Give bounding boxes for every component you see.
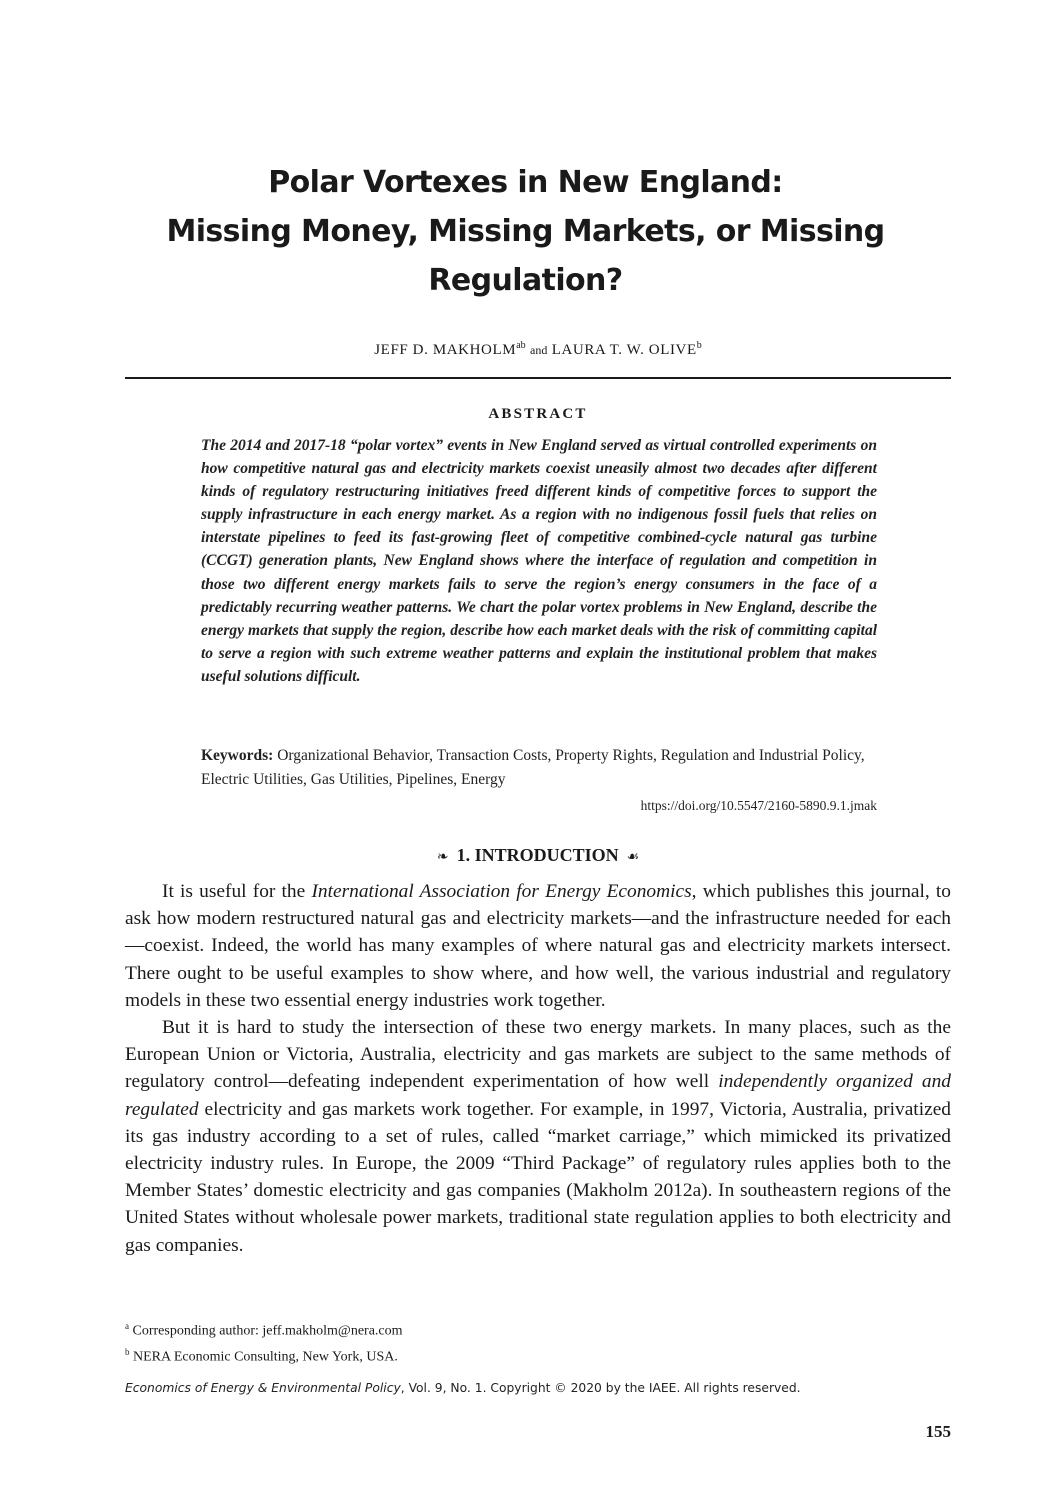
abstract-heading: ABSTRACT: [488, 406, 588, 422]
ornament-right-icon: ☙: [626, 850, 640, 865]
title-line-1: Polar Vortexes in New England:: [268, 165, 783, 200]
paragraph-1-end: , which publishes this journal, to ask how modern restructured natural gas and electricity markets—and the infrastructure needed for each—coexist. Indeed, the world has many examples of where natural gas and electricity markets intersect. There ought to be useful examples to show where, and how well, the various industrial and regulatory models in these two essential energy industries work together.: [125, 881, 952, 1011]
abstract-text: The 2014 and 2017-18 “polar vortex” events in New England served as virtual controlled experiments on how competitive natural gas and electricity markets coexist uneasily almost two decades after different kinds of regulatory restructuring initiatives freed different kinds of competitive forces to support the supply infrastructure in each energy market. As a region with no indigenous fossil fuels that relies on interstate pipelines to feed its fast-growing fleet of competitive combined-cycle natural gas turbine (CCGT) generation plants, New England shows where the interface of regulation and competition in those two different energy markets fails to serve the region’s energy consumers in the face of a predictably recurring weather patterns. We chart the polar vortex problems in New England, describe the energy markets that supply the region, describe how each market deals with the risk of committing capital to serve a region with such extreme weather patterns and explain the institutional problem that makes useful solutions difficult.: [201, 437, 877, 685]
paragraph-2: [125, 1014, 951, 1259]
author-1-name: JEFF D. MAKHOLM: [374, 342, 517, 358]
section-title: 1. INTRODUCTION: [456, 845, 619, 865]
footnote-a-mark: a: [125, 1321, 129, 1331]
author-2-affiliation: b: [696, 340, 702, 351]
footnote-b: [125, 1342, 951, 1368]
title-line-2: Missing Money, Missing Markets, or Missing: [166, 214, 885, 249]
paragraph-2-italic: independently organized and regulated: [125, 1071, 951, 1120]
paragraph-1-italic: International Association for Energy Economics: [311, 881, 692, 902]
paragraph-2-start: But it is hard to study the intersection of these two energy markets. In many places, such as the European Union or Victoria, Australia, electricity and gas markets are subject to the same methods of regulatory control—defeating independent experimentation of how well: [125, 1017, 951, 1093]
footnote-b-mark: b: [125, 1346, 130, 1357]
journal-name: Economics of Energy & Environmental Policy: [125, 1381, 401, 1395]
page-number: 155: [925, 1422, 951, 1441]
author-1-affiliation: ab: [516, 340, 526, 351]
author-2-name: LAURA T. W. OLIVE: [551, 342, 697, 358]
section-heading: [125, 845, 951, 866]
journal-citation: [125, 1381, 951, 1395]
ornament-left-icon: ❧: [436, 850, 449, 865]
doi-link[interactable]: https://doi.org/10.5547/2160-5890.9.1.jmak: [640, 798, 877, 813]
body-text: [125, 878, 951, 1259]
keywords-label: Keywords:: [201, 747, 274, 764]
footnotes: [125, 1316, 951, 1367]
author-conjunction: and: [530, 343, 548, 357]
article-title: [140, 158, 911, 305]
paragraph-1: [125, 878, 951, 1014]
footnote-a: [125, 1316, 951, 1342]
keywords: [201, 744, 877, 791]
footnote-b-text: NERA Economic Consulting, New York, USA.: [129, 1349, 398, 1365]
header-divider: [125, 377, 951, 379]
journal-details: , Vol. 9, No. 1. Copyright © 2020 by the IAEE. All rights reserved.: [400, 1381, 801, 1395]
title-line-3: Regulation?: [428, 263, 623, 298]
paragraph-1-start: It is useful for the: [162, 881, 312, 902]
paragraph-2-end: electricity and gas markets work together. For example, in 1997, Victoria, Australia, privatized its gas industry according to a set of rules, called “market carriage,” which mimicked its privatized electricity industry rules. In Europe, the 2009 “Third Package” of regulatory rules applies both to the Member States’ domestic electricity and gas companies (Makholm 2012a). In southeastern regions of the United States without wholesale power markets, traditional state regulation applies to both electricity and gas companies.: [125, 1098, 951, 1256]
footnote-a-text: Corresponding author: jeff.makholm@nera.com: [129, 1323, 403, 1339]
keywords-list: Organizational Behavior, Transaction Costs, Property Rights, Regulation and Industrial Policy, Electric Utilities, Gas Utilities, Pipelines, Energy: [201, 747, 865, 788]
author-line: [125, 340, 951, 359]
